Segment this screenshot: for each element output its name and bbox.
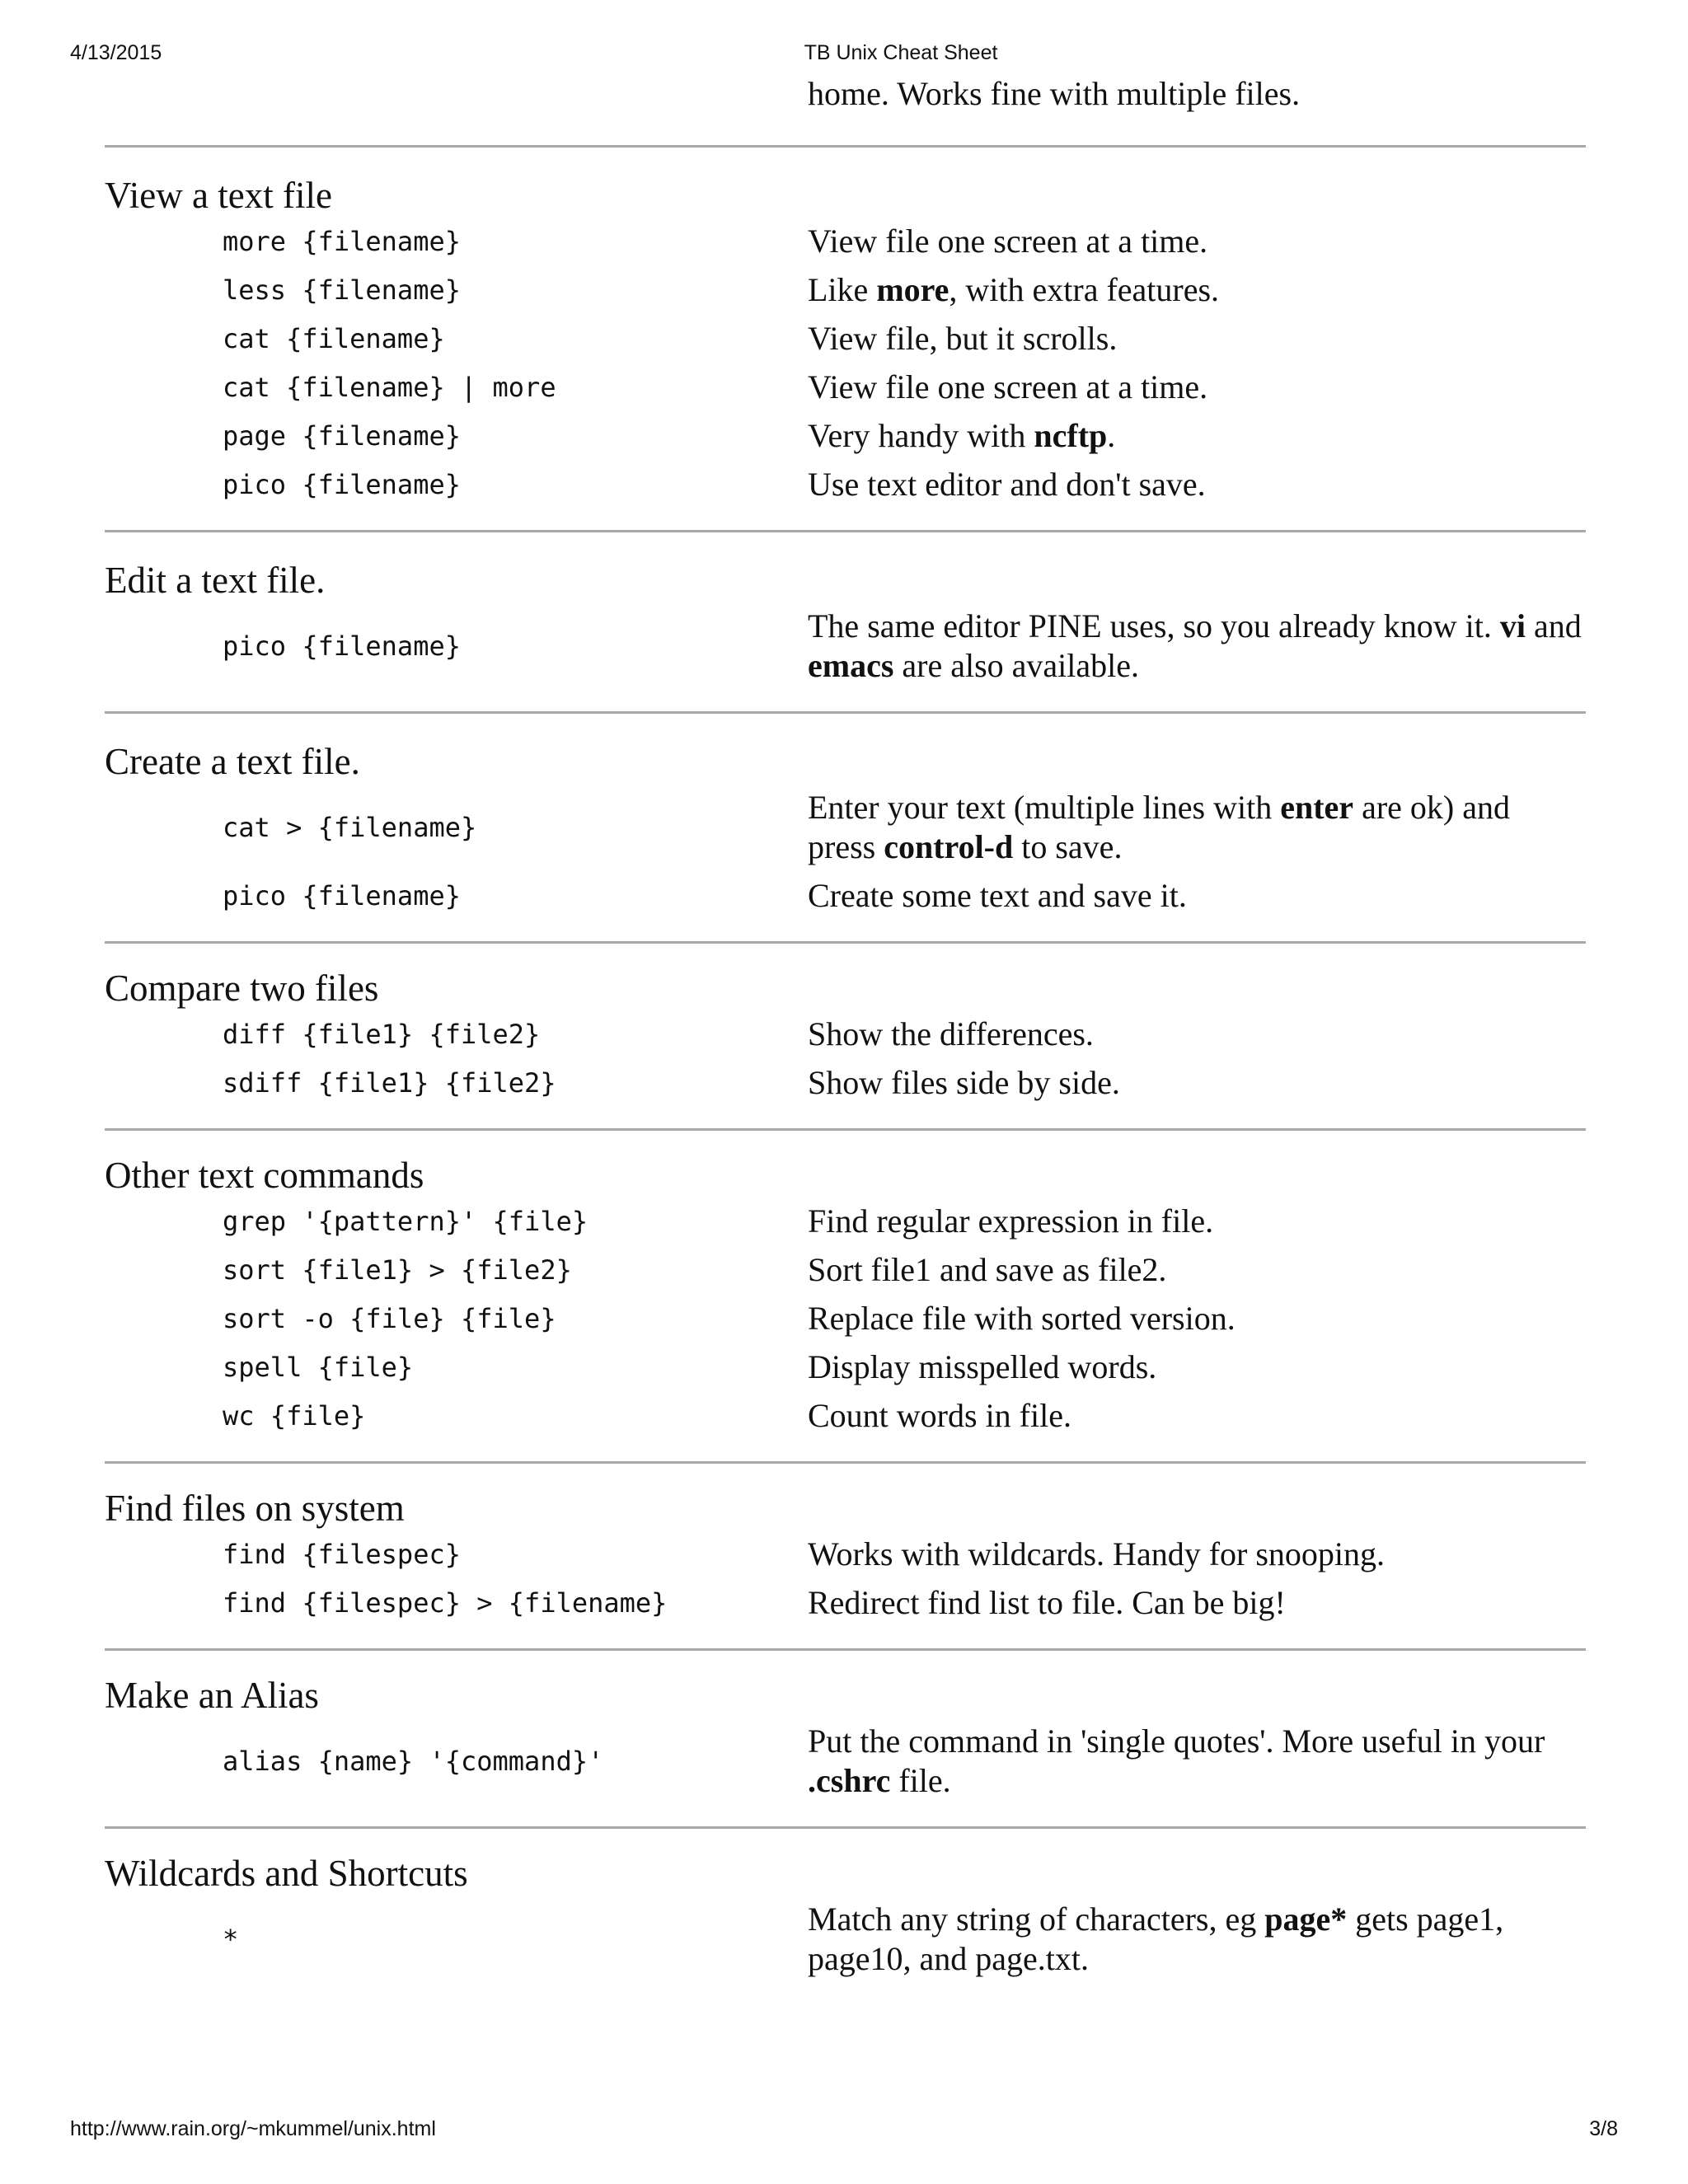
command-description <box>808 270 1586 310</box>
command-description <box>808 1535 1586 1574</box>
command-description <box>808 1063 1586 1103</box>
section-title: Create a text file. <box>105 741 360 782</box>
command-row <box>105 1583 1586 1623</box>
description-text: Use text editor and don't save. <box>808 466 1206 503</box>
description-text: View file, but it scrolls. <box>808 320 1118 357</box>
description-text: Put the command in 'single quotes'. More useful in your <box>808 1722 1545 1760</box>
header-date: 4/13/2015 <box>70 41 162 64</box>
section-title: Wildcards and Shortcuts <box>105 1853 468 1894</box>
footer-url: http://www.rain.org/~mkummel/unix.html <box>70 2117 436 2140</box>
command-description <box>808 1347 1586 1387</box>
description-text: and <box>1525 607 1582 644</box>
description-text: to save. <box>1013 828 1123 865</box>
description-bold-term: ncftp <box>1034 417 1108 454</box>
command-text: sort -o {file} {file} <box>223 1303 556 1334</box>
command-row <box>105 368 1586 407</box>
command-description <box>808 876 1586 916</box>
section-title: Other text commands <box>105 1155 424 1196</box>
section <box>105 148 1586 530</box>
description-bold-term: vi <box>1499 607 1526 644</box>
command-text: pico {filename} <box>223 469 461 500</box>
command-text: less {filename} <box>223 274 461 306</box>
cheat-sheet-content <box>105 74 1586 1988</box>
section <box>105 944 1586 1128</box>
command-text: cat {filename} <box>223 323 445 354</box>
command-text: pico {filename} <box>223 880 461 912</box>
command-text: sort {file1} > {file2} <box>223 1254 572 1286</box>
section-title: Find files on system <box>105 1488 405 1529</box>
command-row <box>105 1347 1586 1387</box>
description-text: Replace file with sorted version. <box>808 1300 1236 1337</box>
command-text: sdiff {file1} {file2} <box>223 1067 556 1099</box>
section-title: Make an Alias <box>105 1675 319 1716</box>
section-title: Edit a text file. <box>105 560 326 601</box>
command-description <box>808 465 1586 504</box>
description-bold-term: control-d <box>884 828 1014 865</box>
command-row <box>105 607 1586 686</box>
description-bold-term: emacs <box>808 647 894 684</box>
command-text: page {filename} <box>223 420 461 452</box>
section-title: Compare two files <box>105 968 379 1009</box>
description-text: Redirect find list to file. Can be big! <box>808 1584 1286 1621</box>
section <box>105 1131 1586 1461</box>
command-description <box>808 1202 1586 1241</box>
command-description <box>808 1583 1586 1623</box>
command-row <box>105 1722 1586 1801</box>
command-text: find {filespec} <box>223 1539 461 1570</box>
command-text: pico {filename} <box>223 630 461 662</box>
command-description <box>808 788 1586 867</box>
description-bold-term: .cshrc <box>808 1762 891 1799</box>
command-description <box>808 1722 1586 1801</box>
description-text: Show the differences. <box>808 1015 1094 1052</box>
description-text: View file one screen at a time. <box>808 223 1208 260</box>
section <box>105 714 1586 941</box>
command-row <box>105 416 1586 456</box>
section <box>105 1464 1586 1648</box>
description-bold-term: more <box>876 271 950 308</box>
section <box>105 532 1586 711</box>
description-text: Enter your text (multiple lines with <box>808 789 1281 826</box>
section <box>105 1651 1586 1826</box>
footer-page-number: 3/8 <box>1589 2117 1618 2140</box>
description-text: gets page1, page10, and page.txt. <box>808 1900 1504 1977</box>
command-row <box>105 270 1586 310</box>
command-description <box>808 1900 1586 1979</box>
command-description <box>808 368 1586 407</box>
command-description <box>808 1396 1586 1436</box>
command-text: cat > {filename} <box>223 812 477 843</box>
command-description <box>808 1299 1586 1338</box>
command-text: alias {name} '{command}' <box>223 1746 604 1777</box>
description-text: file. <box>890 1762 951 1799</box>
description-text: are also available. <box>893 647 1140 684</box>
description-bold-term: enter <box>1280 789 1354 826</box>
description-text: The same editor PINE uses, so you already know it. <box>808 607 1500 644</box>
command-text: diff {file1} {file2} <box>223 1019 541 1050</box>
description-text: Works with wildcards. Handy for snooping. <box>808 1535 1386 1572</box>
command-description <box>808 1250 1586 1290</box>
command-row <box>105 1396 1586 1436</box>
command-row <box>105 1015 1586 1054</box>
description-text: Very handy with <box>808 417 1034 454</box>
command-row <box>105 1202 1586 1241</box>
description-bold-term: page* <box>1264 1900 1348 1938</box>
command-row <box>105 1063 1586 1103</box>
section-title: View a text file <box>105 175 332 216</box>
command-text: spell {file} <box>223 1352 414 1383</box>
description-text: Match any string of characters, eg <box>808 1900 1265 1938</box>
description-text: Create some text and save it. <box>808 877 1187 914</box>
command-text: grep '{pattern}' {file} <box>223 1206 588 1237</box>
description-text: Like <box>808 271 877 308</box>
command-row <box>105 1299 1586 1338</box>
command-row <box>105 876 1586 916</box>
description-text: are ok) and press <box>808 789 1510 865</box>
command-description <box>808 222 1586 261</box>
description-text: View file one screen at a time. <box>808 368 1208 405</box>
command-row <box>105 1900 1586 1979</box>
command-row <box>105 465 1586 504</box>
header-title: TB Unix Cheat Sheet <box>804 41 998 64</box>
command-text: wc {file} <box>223 1400 366 1432</box>
command-description <box>808 319 1586 359</box>
command-text: cat {filename} | more <box>223 372 556 403</box>
command-description <box>808 416 1586 456</box>
description-text: Display misspelled words. <box>808 1348 1157 1385</box>
sections-container <box>105 145 1586 1979</box>
description-text: , with extra features. <box>949 271 1220 308</box>
continued-description: home. Works fine with multiple files. <box>808 75 1301 112</box>
command-description <box>808 1015 1586 1054</box>
description-text: Count words in file. <box>808 1397 1071 1434</box>
description-text: . <box>1107 417 1116 454</box>
command-row <box>105 319 1586 359</box>
command-row <box>105 788 1586 867</box>
command-description <box>808 607 1586 686</box>
command-row <box>105 1535 1586 1574</box>
section <box>105 1829 1586 1979</box>
command-text: * <box>223 1924 239 1955</box>
description-text: Sort file1 and save as file2. <box>808 1251 1167 1288</box>
command-text: more {filename} <box>223 226 461 257</box>
command-row <box>105 222 1586 261</box>
command-text: find {filespec} > {filename} <box>223 1587 668 1619</box>
description-text: Find regular expression in file. <box>808 1202 1214 1240</box>
command-row <box>105 1250 1586 1290</box>
description-text: Show files side by side. <box>808 1064 1120 1101</box>
